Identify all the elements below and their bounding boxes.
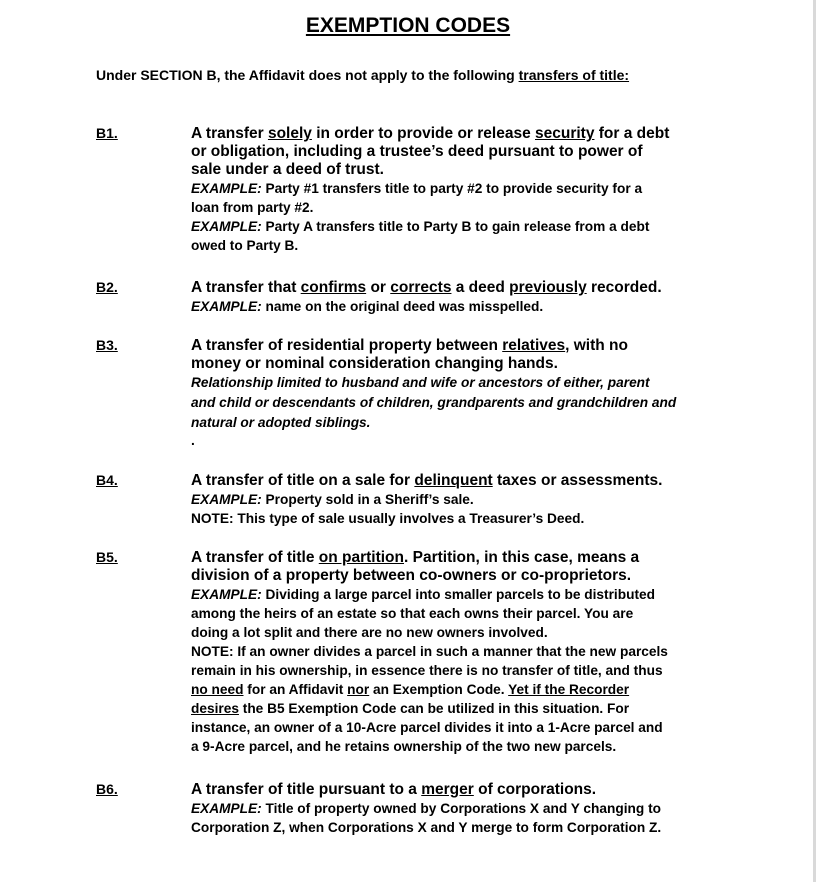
page-title: EXEMPTION CODES bbox=[305, 14, 511, 37]
b3-dot: . bbox=[191, 433, 195, 448]
b4-example: EXAMPLE: Property sold in a Sheriff’s sale. bbox=[191, 492, 474, 507]
b2-example: EXAMPLE: name on the original deed was misspelled. bbox=[191, 299, 544, 314]
b5-example: EXAMPLE: Dividing a large parcel into smaller parcels to be distributed among the heirs of an estate so that each owns their parcel. You are doing a lot split and there are no new owners involved. bbox=[191, 587, 655, 640]
code-label: B3. bbox=[96, 337, 118, 353]
code-label: B4. bbox=[96, 472, 118, 488]
code-label: B1. bbox=[96, 125, 118, 141]
b2-heading: A transfer that confirms or corrects a deed previously recorded. bbox=[191, 279, 662, 296]
code-label: B5. bbox=[96, 549, 118, 565]
b5-heading: A transfer of title on partition. Partition, in this case, means a division of a property between co-owners or co-proprietors. bbox=[191, 549, 640, 584]
b3-relationship-note: Relationship limited to husband and wife or ancestors of either, parent and child or descendants of children, grandparents and grandchildren and natural or adopted siblings. bbox=[191, 375, 677, 430]
b3-heading: A transfer of residential property between relatives, with no money or nominal consideration changing hands. bbox=[191, 337, 628, 372]
b1-example-1: EXAMPLE: Party #1 transfers title to party #2 to provide security for a loan from party #2. bbox=[191, 181, 643, 215]
b6-heading: A transfer of title pursuant to a merger of corporations. bbox=[191, 781, 597, 798]
intro-text: Under SECTION B, the Affidavit does not apply to the following transfers of title: bbox=[96, 67, 630, 83]
b4-note: NOTE: This type of sale usually involves a Treasurer’s Deed. bbox=[191, 511, 585, 526]
b4-heading: A transfer of title on a sale for delinquent taxes or assessments. bbox=[191, 472, 663, 489]
code-label: B6. bbox=[96, 781, 118, 797]
b6-example: EXAMPLE: Title of property owned by Corporations X and Y changing to Corporation Z, when Corporations X and Y merge to form Corporation Z. bbox=[191, 801, 662, 835]
b1-example-2: EXAMPLE: Party A transfers title to Party B to gain release from a debt owed to Party B. bbox=[191, 219, 650, 253]
code-label: B2. bbox=[96, 279, 118, 295]
b1-heading: A transfer solely in order to provide or release security for a debt or obligation, including a trustee’s deed pursuant to power of sale under a deed of trust. bbox=[191, 125, 670, 178]
b5-note: NOTE: If an owner divides a parcel in such a manner that the new parcels remain in his ownership, in essence there is no transfer of title, and thus no need for an Affidavit nor an Exemption Code. Yet if the Recorder desires the B5 Exemption Code can be utilized in this situation. For instance, an owner of a 10-Acre parcel divides it into a 1-Acre parcel and a 9-Acre parcel, and he retains ownership of the two new parcels. bbox=[191, 644, 668, 754]
